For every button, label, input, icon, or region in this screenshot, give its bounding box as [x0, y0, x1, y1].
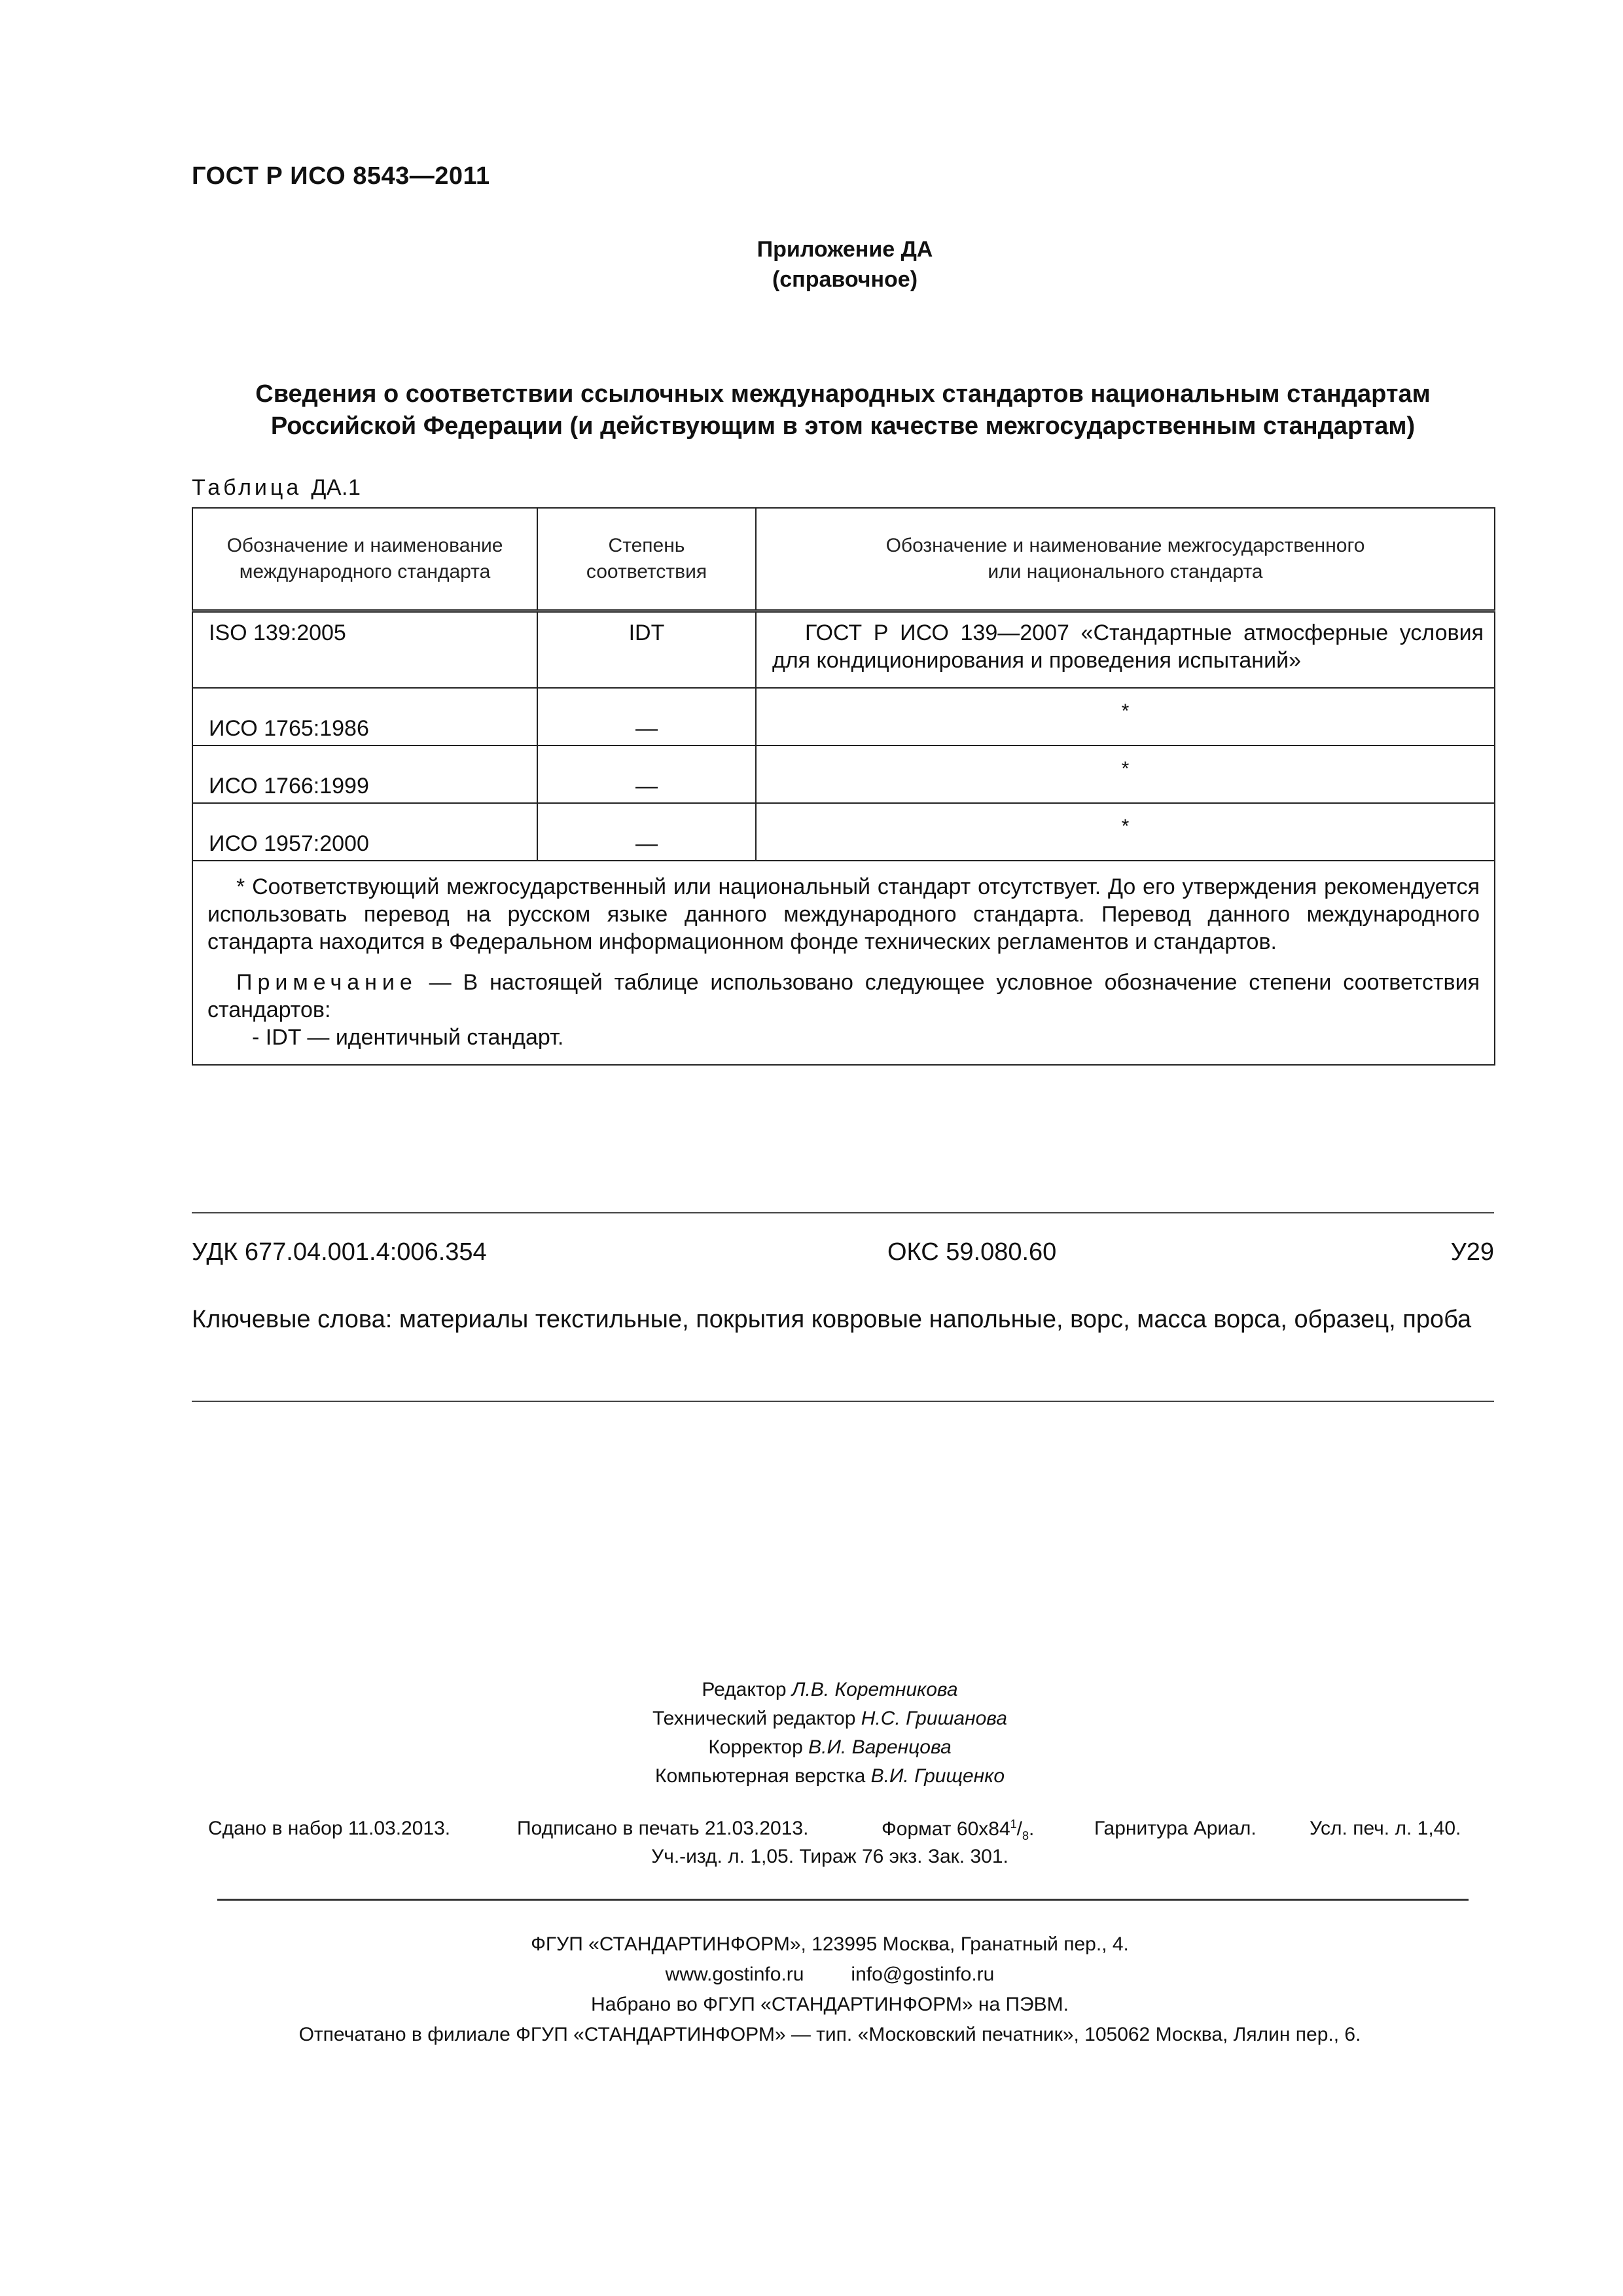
publisher-contacts [18, 1960, 1623, 1990]
credit-role: Корректор [708, 1736, 803, 1758]
cell-intl-standard: ИСО 1957:2000 [192, 803, 537, 861]
standards-table [192, 507, 1495, 1066]
appendix-heading [0, 234, 1623, 295]
table-caption-word: Таблица [192, 475, 302, 500]
cell-degree: — [537, 745, 756, 803]
header-international-standard: Обозначение и наименование международного стандарта [192, 508, 537, 611]
table-caption [192, 475, 361, 501]
keywords: Ключевые слова: материалы текстильные, покрытия ковровые напольные, ворс, масса ворса, образец, проба [192, 1306, 1472, 1333]
print-details-text: Уч.-изд. л. 1,05. Тираж 76 экз. Зак. 301. [651, 1846, 1008, 1867]
publisher-typeset: Набрано во ФГУП «СТАНДАРТИНФОРМ» на ПЭВМ. [591, 1994, 1069, 2015]
print-signed: Подписано в печать 21.03.2013. [517, 1818, 809, 1839]
format-suffix: . [1029, 1818, 1035, 1840]
credit-editor [18, 1676, 1623, 1704]
table-footnote: * Соответствующий межгосударственный или национальный стандарт отсутствует. До его утверждения рекомендуется использовать перевод на русском языке данного международного стандарта. Перевод данного международного стандарта находится в Федеральном информационном фонде технических регламентов и стандартов. [207, 874, 1480, 954]
credit-name: Н.С. Гришанова [861, 1708, 1007, 1729]
credit-role: Технический редактор [652, 1708, 856, 1729]
appendix-subtitle: (справочное) [772, 267, 918, 292]
credit-name: Л.В. Коретникова [791, 1679, 958, 1700]
table-row [192, 745, 1495, 803]
credit-tech-editor [18, 1704, 1623, 1733]
print-font: Гарнитура Ариал. [1094, 1818, 1257, 1839]
credits-block [0, 1676, 1623, 1791]
table-footer-row [192, 861, 1495, 1065]
format-sub: 8 [1022, 1829, 1029, 1842]
credit-name: В.И. Варенцова [808, 1736, 952, 1758]
format-sup: 1 [1010, 1818, 1017, 1831]
table-caption-number: ДА.1 [311, 475, 361, 500]
cell-intl-standard: ИСО 1766:1999 [192, 745, 537, 803]
document-code: ГОСТ Р ИСО 8543—2011 [192, 162, 490, 190]
table-note [207, 969, 1480, 1024]
print-format: Формат $60x84^1/_8$. [882, 1818, 1035, 1842]
credit-role: Редактор [702, 1679, 787, 1700]
divider-line [192, 1212, 1494, 1213]
cell-national-standard: * [756, 745, 1495, 803]
divider-line [192, 1401, 1494, 1402]
cell-degree: — [537, 803, 756, 861]
format-prefix: Формат 60x84 [882, 1818, 1010, 1840]
credit-corrector [18, 1733, 1623, 1762]
cell-national-standard [756, 611, 1495, 689]
table-header-row [192, 508, 1495, 611]
cell-national-standard: * [756, 803, 1495, 861]
publisher-website: www.gostinfo.ru [665, 1964, 804, 1985]
publisher-email: info@gostinfo.ru [851, 1964, 995, 1985]
national-standard-text: ГОСТ Р ИСО 139—2007 «Стандартные атмосферные условия для кондиционирования и проведения испытаний» [772, 620, 1484, 673]
note-text: — В настоящей таблице использовано следующее условное обозначение степени соответствия стандартов: [207, 970, 1480, 1022]
category-code: У29 [1450, 1238, 1494, 1266]
publisher-block [0, 1929, 1623, 2050]
cell-intl-standard: ИСО 1765:1986 [192, 688, 537, 745]
publisher-address: ФГУП «СТАНДАРТИНФОРМ», 123995 Москва, Гранатный пер., 4. [531, 1933, 1129, 1955]
udk-code: УДК 677.04.001.4:006.354 [192, 1238, 487, 1266]
section-title-line1: Сведения о соответствии ссылочных международных стандартов национальным стандартам [255, 380, 1431, 408]
oks-code: ОКС 59.080.60 [887, 1238, 1057, 1266]
table-row [192, 611, 1495, 689]
cell-degree: IDT [537, 611, 756, 689]
print-details [0, 1846, 1623, 1868]
cell-degree: — [537, 688, 756, 745]
cell-national-standard: * [756, 688, 1495, 745]
table-row [192, 803, 1495, 861]
credit-role: Компьютерная верстка [654, 1765, 866, 1787]
credit-layout [18, 1762, 1623, 1791]
note-label: Примечание [236, 970, 418, 995]
print-submitted: Сдано в набор 11.03.2013. [208, 1818, 451, 1839]
header-national-standard: Обозначение и наименование межгосударственного или национального стандарта [756, 508, 1495, 611]
print-sheets: Усл. печ. л. 1,40. [1310, 1818, 1461, 1839]
cell-intl-standard: ISO 139:2005 [192, 611, 537, 689]
section-title-line2: Российской Федерации (и действующим в этом качестве межгосударственным стандартам) [270, 412, 1416, 440]
table-footnote-cell [192, 861, 1495, 1065]
credit-name: В.И. Грищенко [870, 1765, 1005, 1787]
table-row [192, 688, 1495, 745]
note-legend-item: - IDT — идентичный стандарт. [252, 1025, 564, 1050]
header-degree: Степень соответствия [537, 508, 756, 611]
section-title [192, 378, 1494, 442]
appendix-title: Приложение ДА [757, 237, 933, 262]
divider-line [217, 1899, 1469, 1901]
publisher-printed: Отпечатано в филиале ФГУП «СТАНДАРТИНФОРМ» — тип. «Московский печатник», 105062 Москва, Лялин пер., 6. [298, 2024, 1361, 2045]
